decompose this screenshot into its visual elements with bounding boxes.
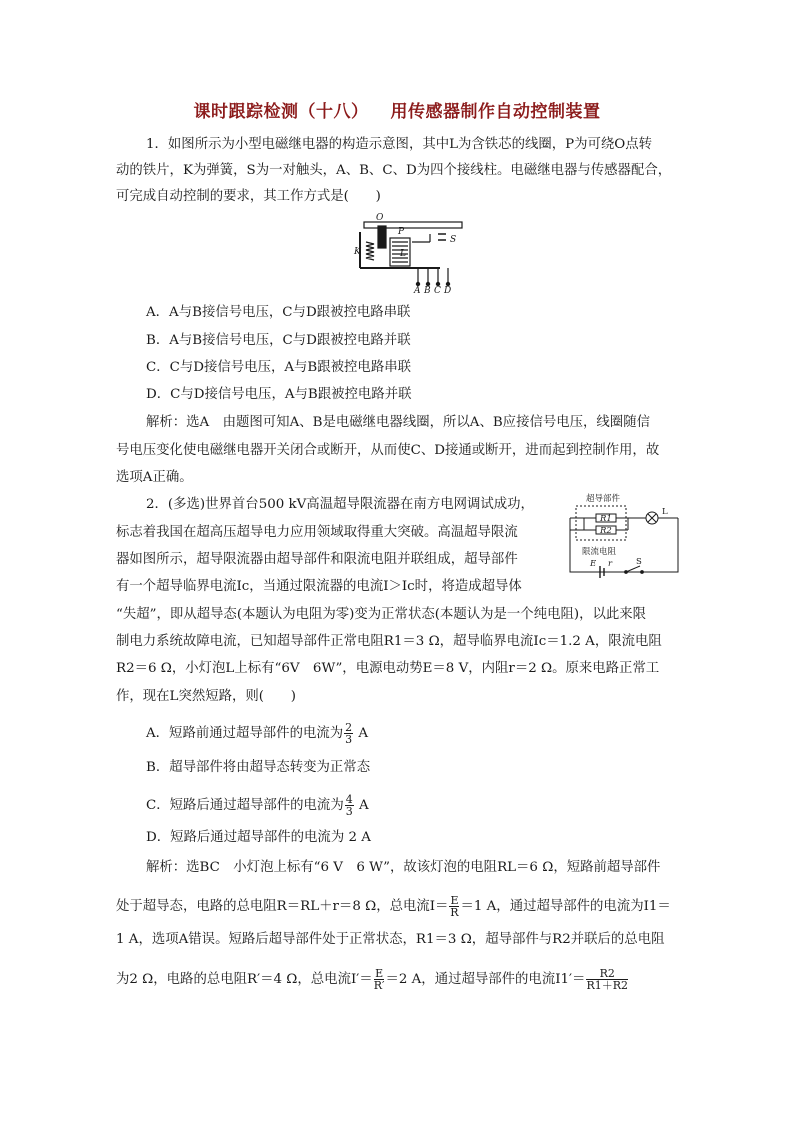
q2-line-1: 2．(多选)世界首台500 kV高温超导限流器在南方电网调试成功， [146,497,534,512]
q2-analysis-4: 为2 Ω，电路的总电阻R′＝4 Ω，总电流I′＝ $\frac{E}{R'}$ ＝2 A，通过超导部件的电流I1′＝ $\frac{R2}{R1+R2}$ [116,967,629,992]
q1-option-c: C．C与D接信号电压，A与B跟被控电路串联 [146,360,411,375]
label-emf: E [590,559,597,569]
q2-line-5: “失超”，即从超导态(本题认为电阻为零)变为正常状态(本题认为是一个纯电阻)，以此来限 [116,607,647,622]
q1-analysis-1: 解析：选A 由题图可知A、B是电磁继电器线圈，所以A、B应接信号电压，线圈随信 [146,415,650,430]
q2-line-8: 作，现在L突然短路，则( ) [116,689,297,704]
q1-option-a: A．A与B接信号电压，C与D跟被控电路串联 [146,305,411,320]
title-main: 课时跟踪检测（十八） [193,102,369,122]
q2-line-3: 器如图所示，超导限流器由超导部件和限流电阻并联组成，超导部件 [116,552,518,567]
q2-option-b: B．超导部件将由超导态转变为正常态 [146,760,371,775]
q2-analysis-1: 解析：选BC 小灯泡上标有“6 V 6 W”，故该灯泡的电阻RL＝6 Ω，短路前超导部件 [146,860,661,875]
relay-label-k: K [354,247,361,257]
label-lamp: L [662,507,668,517]
q2-line-6: 制电力系统故障电流，已知超导部件正常电阻R1＝3 Ω，超导临界电流Ic＝1.2 A，限流电阻 [116,634,662,649]
label-limiting-resistor: 限流电阻 [582,547,617,557]
label-r2: R2 [600,526,612,536]
q1-line-2: 动的铁片，K为弹簧，S为一对触头，A、B、C、D为四个接线柱。电磁继电器与传感器配合， [116,163,672,178]
q2-line-2: 标志着我国在超高压超导电力应用领域取得重大突破。高温超导限流 [116,525,518,540]
fraction-e-r: $\frac{E}{R}$ [450,894,459,919]
q1-analysis-3: 选项A正确。 [116,470,193,485]
label-switch: S [636,557,642,567]
label-internal-r: r [608,559,613,569]
q2-analysis-3: 1 A，选项A错误。短路后超导部件处于正常状态，R1＝3 Ω，超导部件与R2并联后的总电阻 [116,932,665,947]
current-limiter-figure [566,488,684,588]
relay-label-a: A [414,286,421,294]
q2-line-4: 有一个超导临界电流Ic，当通过限流器的电流I＞Ic时，将造成超导体 [116,579,522,594]
fraction-r2-sum: $\frac{R2}{R1+R2}$ [586,967,629,992]
fraction-4-3: $\frac{4}{3}$ [345,793,353,818]
q1-line-1: 1．如图所示为小型电磁继电器的构造示意图，其中L为含铁芯的线圈，P为可绕O点转 [146,137,653,152]
fraction-2-3: $\frac{2}{3}$ [345,721,353,746]
relay-label-c: C [434,286,441,294]
q1-option-b: B．A与B接信号电压，C与D跟被控电路并联 [146,333,411,348]
relay-label-d: D [444,286,452,294]
q2-option-c: C．短路后通过超导部件的电流为 $\frac{4}{3}$ A [146,793,369,818]
relay-figure [350,212,470,294]
title-sub: 用传感器制作自动控制装置 [390,102,601,122]
relay-label-o: O [376,213,384,223]
q1-analysis-2: 号电压变化使电磁继电器开关闭合或断开，从而使C、D接通或断开，进而起到控制作用，故 [116,443,660,458]
q2-option-a: A．短路前通过超导部件的电流为 $\frac{2}{3}$ A [146,721,369,746]
page-title [0,97,794,122]
q2-analysis-2: 处于超导态，电路的总电阻R＝RL＋r＝8 Ω，总电流I＝ $\frac{E}{R}$ ＝1 A，通过超导部件的电流为I1＝ [116,894,671,919]
relay-spring [366,242,374,260]
label-r1: R1 [600,514,612,524]
relay-label-s: S [450,235,457,245]
q2-line-7: R2＝6 Ω，小灯泡L上标有“6V 6W”，电源电动势E＝8 V，内阻r＝2 Ω。原来电路正常工 [116,661,660,676]
relay-label-p: P [398,227,405,237]
relay-label-b: B [424,286,431,294]
q1-option-d: D．C与D接信号电压，A与B跟被控电路并联 [146,387,412,402]
relay-label-l: L [400,249,406,259]
fraction-e-r-prime: $\frac{E}{R'}$ [373,967,385,992]
q1-line-3: 可完成自动控制的要求，其工作方式是( ) [116,189,381,204]
relay-pivot [378,226,386,248]
q2-option-d: D．短路后通过超导部件的电流为 2 A [146,830,371,845]
label-superconductor: 超导部件 [586,494,621,504]
